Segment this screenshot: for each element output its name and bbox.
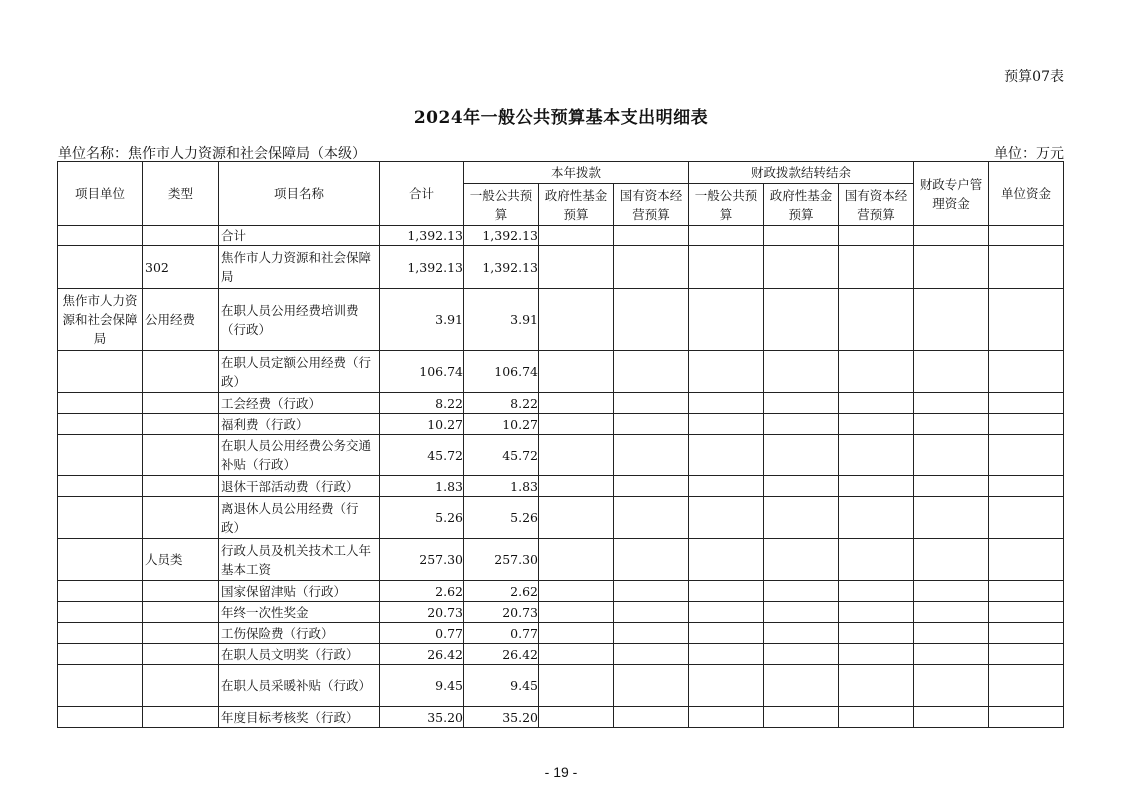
header-state-capital: 国有资本经营预算	[614, 184, 689, 226]
type-cell	[143, 414, 219, 435]
state-capital-cell	[614, 623, 689, 644]
total-cell: 35.20	[380, 707, 464, 728]
state-capital-cell	[614, 435, 689, 476]
table-row	[58, 497, 1064, 539]
carry-general-cell	[689, 414, 764, 435]
name-cell: 行政人员及机关技术工人年基本工资	[219, 539, 380, 581]
table-row	[58, 246, 1064, 289]
general-public-cell: 2.62	[464, 581, 539, 602]
carry-gov-fund-cell	[764, 476, 839, 497]
general-public-cell: 20.73	[464, 602, 539, 623]
page-number: - 19 -	[544, 764, 578, 780]
general-public-cell: 0.77	[464, 623, 539, 644]
general-public-cell: 45.72	[464, 435, 539, 476]
carry-gov-fund-cell	[764, 226, 839, 246]
gov-fund-cell	[539, 246, 614, 289]
state-capital-cell	[614, 289, 689, 351]
state-capital-cell	[614, 414, 689, 435]
unit-cell	[58, 623, 143, 644]
special-fund-cell	[914, 226, 989, 246]
type-cell	[143, 581, 219, 602]
header-gov-fund: 政府性基金预算	[539, 184, 614, 226]
name-cell: 合计	[219, 226, 380, 246]
gov-fund-cell	[539, 539, 614, 581]
special-fund-cell	[914, 644, 989, 665]
name-cell: 在职人员定额公用经费（行政）	[219, 351, 380, 393]
special-fund-cell	[914, 602, 989, 623]
unit-cell	[58, 665, 143, 707]
header-carry-state-capital: 国有资本经营预算	[839, 184, 914, 226]
type-cell	[143, 644, 219, 665]
carry-general-cell	[689, 476, 764, 497]
unit-fund-cell	[989, 246, 1064, 289]
carry-general-cell	[689, 602, 764, 623]
table-row	[58, 289, 1064, 351]
unit-fund-cell	[989, 351, 1064, 393]
general-public-cell: 10.27	[464, 414, 539, 435]
carry-gov-fund-cell	[764, 602, 839, 623]
state-capital-cell	[614, 246, 689, 289]
unit-cell	[58, 497, 143, 539]
header-carry-general-public: 一般公共预算	[689, 184, 764, 226]
general-public-cell: 1.83	[464, 476, 539, 497]
total-cell: 9.45	[380, 665, 464, 707]
header-general-public: 一般公共预算	[464, 184, 539, 226]
gov-fund-cell	[539, 497, 614, 539]
total-cell: 257.30	[380, 539, 464, 581]
table-row	[58, 602, 1064, 623]
table-row	[58, 351, 1064, 393]
type-cell	[143, 707, 219, 728]
unit-fund-cell	[989, 539, 1064, 581]
special-fund-cell	[914, 246, 989, 289]
name-cell: 在职人员公用经费公务交通补贴（行政）	[219, 435, 380, 476]
general-public-cell: 1,392.13	[464, 246, 539, 289]
special-fund-cell	[914, 351, 989, 393]
gov-fund-cell	[539, 289, 614, 351]
general-public-cell: 3.91	[464, 289, 539, 351]
table-row	[58, 435, 1064, 476]
unit-cell	[58, 581, 143, 602]
carry-state-capital-cell	[839, 246, 914, 289]
carry-state-capital-cell	[839, 497, 914, 539]
header-carryover: 财政拨款结转结余	[689, 162, 914, 184]
type-cell	[143, 623, 219, 644]
table-row	[58, 414, 1064, 435]
unit-cell: 焦作市人力资源和社会保障局	[58, 289, 143, 351]
carry-gov-fund-cell	[764, 644, 839, 665]
state-capital-cell	[614, 351, 689, 393]
name-cell: 离退休人员公用经费（行政）	[219, 497, 380, 539]
carry-gov-fund-cell	[764, 414, 839, 435]
gov-fund-cell	[539, 435, 614, 476]
special-fund-cell	[914, 435, 989, 476]
unit-fund-cell	[989, 476, 1064, 497]
unit-fund-cell	[989, 226, 1064, 246]
carry-general-cell	[689, 351, 764, 393]
unit-fund-cell	[989, 393, 1064, 414]
type-cell: 302	[143, 246, 219, 289]
unit-cell	[58, 539, 143, 581]
total-cell: 1,392.13	[380, 246, 464, 289]
general-public-cell: 9.45	[464, 665, 539, 707]
carry-state-capital-cell	[839, 289, 914, 351]
state-capital-cell	[614, 497, 689, 539]
name-cell: 工伤保险费（行政）	[219, 623, 380, 644]
state-capital-cell	[614, 226, 689, 246]
gov-fund-cell	[539, 226, 614, 246]
total-cell: 0.77	[380, 623, 464, 644]
table-row	[58, 644, 1064, 665]
type-cell	[143, 476, 219, 497]
gov-fund-cell	[539, 644, 614, 665]
header-carry-gov-fund: 政府性基金预算	[764, 184, 839, 226]
total-cell: 20.73	[380, 602, 464, 623]
unit-cell	[58, 707, 143, 728]
special-fund-cell	[914, 497, 989, 539]
total-cell: 3.91	[380, 289, 464, 351]
unit-fund-cell	[989, 435, 1064, 476]
table-row	[58, 665, 1064, 707]
state-capital-cell	[614, 393, 689, 414]
total-cell: 1.83	[380, 476, 464, 497]
name-cell: 年终一次性奖金	[219, 602, 380, 623]
total-cell: 26.42	[380, 644, 464, 665]
general-public-cell: 106.74	[464, 351, 539, 393]
gov-fund-cell	[539, 393, 614, 414]
carry-state-capital-cell	[839, 602, 914, 623]
name-cell: 工会经费（行政）	[219, 393, 380, 414]
header-current-year: 本年拨款	[464, 162, 689, 184]
gov-fund-cell	[539, 707, 614, 728]
header-project-name: 项目名称	[219, 162, 380, 226]
carry-gov-fund-cell	[764, 393, 839, 414]
carry-gov-fund-cell	[764, 707, 839, 728]
general-public-cell: 8.22	[464, 393, 539, 414]
unit-fund-cell	[989, 707, 1064, 728]
state-capital-cell	[614, 581, 689, 602]
carry-general-cell	[689, 226, 764, 246]
total-cell: 45.72	[380, 435, 464, 476]
carry-state-capital-cell	[839, 393, 914, 414]
unit-cell	[58, 414, 143, 435]
table-row	[58, 393, 1064, 414]
header-special-fund: 财政专户管理资金	[914, 162, 989, 226]
type-cell: 人员类	[143, 539, 219, 581]
special-fund-cell	[914, 539, 989, 581]
gov-fund-cell	[539, 476, 614, 497]
unit-fund-cell	[989, 414, 1064, 435]
special-fund-cell	[914, 581, 989, 602]
total-cell: 10.27	[380, 414, 464, 435]
state-capital-cell	[614, 539, 689, 581]
carry-general-cell	[689, 246, 764, 289]
carry-general-cell	[689, 289, 764, 351]
special-fund-cell	[914, 289, 989, 351]
carry-state-capital-cell	[839, 435, 914, 476]
carry-state-capital-cell	[839, 351, 914, 393]
type-cell	[143, 602, 219, 623]
gov-fund-cell	[539, 665, 614, 707]
table-row	[58, 707, 1064, 728]
unit-cell	[58, 435, 143, 476]
name-cell: 国家保留津贴（行政）	[219, 581, 380, 602]
special-fund-cell	[914, 707, 989, 728]
carry-state-capital-cell	[839, 665, 914, 707]
general-public-cell: 26.42	[464, 644, 539, 665]
state-capital-cell	[614, 476, 689, 497]
carry-gov-fund-cell	[764, 246, 839, 289]
name-cell: 在职人员公用经费培训费（行政）	[219, 289, 380, 351]
table-row	[58, 476, 1064, 497]
carry-general-cell	[689, 435, 764, 476]
unit-fund-cell	[989, 644, 1064, 665]
unit-cell	[58, 226, 143, 246]
unit-fund-cell	[989, 497, 1064, 539]
unit-fund-cell	[989, 289, 1064, 351]
header-row	[58, 162, 1064, 184]
unit-fund-cell	[989, 623, 1064, 644]
special-fund-cell	[914, 393, 989, 414]
form-code: 预算07表	[1004, 69, 1064, 85]
carry-gov-fund-cell	[764, 581, 839, 602]
carry-gov-fund-cell	[764, 435, 839, 476]
general-public-cell: 35.20	[464, 707, 539, 728]
carry-gov-fund-cell	[764, 539, 839, 581]
special-fund-cell	[914, 476, 989, 497]
header-project-unit: 项目单位	[58, 162, 143, 226]
unit-cell	[58, 351, 143, 393]
unit-cell	[58, 246, 143, 289]
page-title: 2024年一般公共预算基本支出明细表	[413, 108, 709, 128]
gov-fund-cell	[539, 414, 614, 435]
carry-state-capital-cell	[839, 581, 914, 602]
special-fund-cell	[914, 414, 989, 435]
carry-state-capital-cell	[839, 707, 914, 728]
state-capital-cell	[614, 602, 689, 623]
header-type: 类型	[143, 162, 219, 226]
table-row	[58, 539, 1064, 581]
state-capital-cell	[614, 707, 689, 728]
carry-general-cell	[689, 644, 764, 665]
state-capital-cell	[614, 665, 689, 707]
header-unit-fund: 单位资金	[989, 162, 1064, 226]
carry-state-capital-cell	[839, 226, 914, 246]
carry-gov-fund-cell	[764, 351, 839, 393]
state-capital-cell	[614, 644, 689, 665]
special-fund-cell	[914, 623, 989, 644]
unit-cell	[58, 393, 143, 414]
carry-gov-fund-cell	[764, 497, 839, 539]
gov-fund-cell	[539, 581, 614, 602]
unit-fund-cell	[989, 665, 1064, 707]
carry-general-cell	[689, 623, 764, 644]
gov-fund-cell	[539, 602, 614, 623]
carry-general-cell	[689, 665, 764, 707]
name-cell: 福利费（行政）	[219, 414, 380, 435]
budget-table	[57, 161, 1064, 728]
carry-gov-fund-cell	[764, 665, 839, 707]
carry-gov-fund-cell	[764, 623, 839, 644]
carry-gov-fund-cell	[764, 289, 839, 351]
carry-state-capital-cell	[839, 539, 914, 581]
name-cell: 在职人员采暖补贴（行政）	[219, 665, 380, 707]
unit-fund-cell	[989, 581, 1064, 602]
table-row	[58, 581, 1064, 602]
unit-cell	[58, 476, 143, 497]
table-row	[58, 226, 1064, 246]
carry-state-capital-cell	[839, 476, 914, 497]
carry-general-cell	[689, 707, 764, 728]
header-total: 合计	[380, 162, 464, 226]
table-row	[58, 623, 1064, 644]
unit-fund-cell	[989, 602, 1064, 623]
special-fund-cell	[914, 665, 989, 707]
general-public-cell: 5.26	[464, 497, 539, 539]
carry-state-capital-cell	[839, 623, 914, 644]
unit-cell	[58, 644, 143, 665]
unit-cell	[58, 602, 143, 623]
gov-fund-cell	[539, 351, 614, 393]
general-public-cell: 1,392.13	[464, 226, 539, 246]
unit-label: 单位：万元	[994, 146, 1064, 162]
name-cell: 焦作市人力资源和社会保障局	[219, 246, 380, 289]
total-cell: 8.22	[380, 393, 464, 414]
type-cell	[143, 393, 219, 414]
total-cell: 1,392.13	[380, 226, 464, 246]
type-cell: 公用经费	[143, 289, 219, 351]
type-cell	[143, 665, 219, 707]
gov-fund-cell	[539, 623, 614, 644]
carry-general-cell	[689, 497, 764, 539]
carry-general-cell	[689, 393, 764, 414]
name-cell: 年度目标考核奖（行政）	[219, 707, 380, 728]
unit-name: 单位名称：焦作市人力资源和社会保障局（本级）	[58, 146, 366, 162]
name-cell: 在职人员文明奖（行政）	[219, 644, 380, 665]
type-cell	[143, 351, 219, 393]
total-cell: 106.74	[380, 351, 464, 393]
total-cell: 5.26	[380, 497, 464, 539]
total-cell: 2.62	[380, 581, 464, 602]
type-cell	[143, 226, 219, 246]
name-cell: 退休干部活动费（行政）	[219, 476, 380, 497]
carry-state-capital-cell	[839, 644, 914, 665]
carry-state-capital-cell	[839, 414, 914, 435]
general-public-cell: 257.30	[464, 539, 539, 581]
type-cell	[143, 497, 219, 539]
carry-general-cell	[689, 581, 764, 602]
type-cell	[143, 435, 219, 476]
carry-general-cell	[689, 539, 764, 581]
